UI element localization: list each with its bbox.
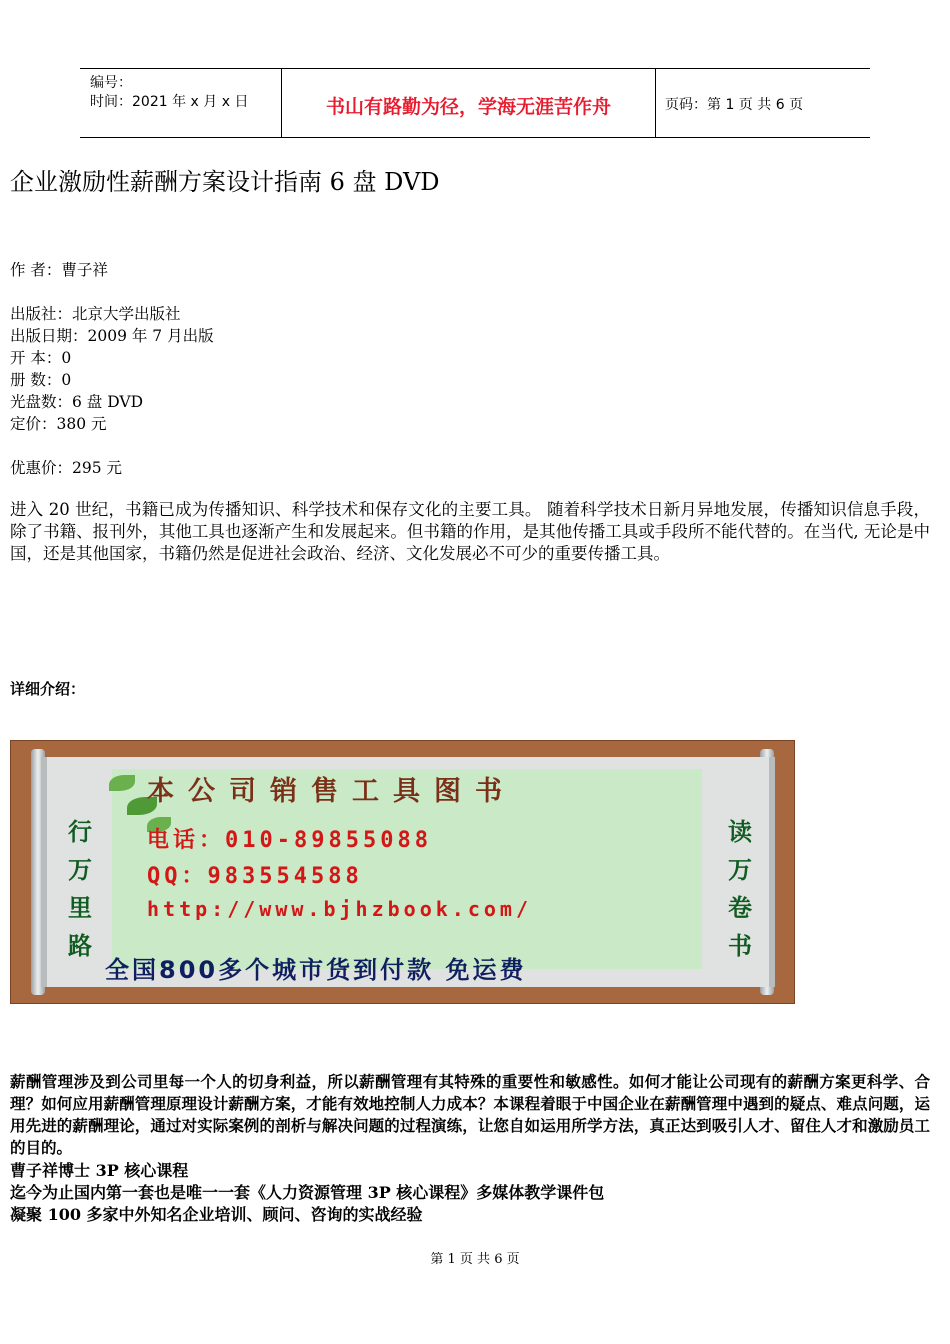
course-line-2: 迄今为止国内第一套也是唯一一套《人力资源管理 3P 核心课程》多媒体教学课件包 — [10, 1183, 605, 1202]
motto: 书山有路勤为径，学海无涯苦作舟 — [325, 96, 611, 118]
intro-paragraph: 进入 20 世纪，书籍已成为传播知识、科学技术和保存文化的主要工具。 随着科学技术日新月异地发展，传播知识信息手段，除了书籍、报刊外，其他工具也逐渐产生和发展起来。但书籍的作用，是其他传播工具或手段所不能代替的。在当代, 无论是中国，还是其他国家，书籍仍然是促进社会政治、经济、文化发展必不可少的重要传播工具。 — [10, 500, 930, 563]
page-header — [80, 68, 870, 138]
header-right-cell — [655, 69, 870, 137]
banner-title: 本公司销售工具图书 — [147, 776, 516, 807]
course-line-3: 凝聚 100 多家中外知名企业培训、顾问、咨询的实战经验 — [10, 1205, 423, 1224]
banner-right-text: 读万卷书 — [728, 817, 752, 960]
document-title: 企业激励性薪酬方案设计指南 6 盘 DVD — [10, 168, 440, 196]
price: 定价：380 元 — [10, 415, 107, 433]
banner-url: http://www.bjhzbook.com/ — [147, 897, 532, 921]
discount-price: 优惠价：295 元 — [10, 459, 123, 477]
publisher: 出版社：北京大学出版社 — [10, 305, 181, 323]
detail-heading: 详细介绍： — [10, 680, 86, 698]
header-left-cell — [80, 69, 281, 137]
page-footer: 第 1 页 共 6 页 — [430, 1252, 520, 1267]
promo-banner — [10, 740, 795, 1004]
volumes: 册 数：0 — [10, 371, 72, 389]
number-label: 编号： — [90, 75, 132, 91]
disc-count: 光盘数：6 盘 DVD — [10, 393, 143, 411]
page-info: 页码：第 1 页 共 6 页 — [665, 97, 804, 113]
scroll-paper — [41, 757, 775, 987]
banner-left-text: 行万里路 — [68, 817, 92, 960]
course-line-1: 曹子祥博士 3P 核心课程 — [10, 1161, 189, 1180]
banner-bottom-text: 全国800多个城市货到付款 免运费 — [105, 956, 527, 984]
time-label: 时间：2021 年 x 月 x 日 — [90, 94, 249, 110]
header-motto-cell — [281, 69, 656, 137]
course-description: 薪酬管理涉及到公司里每一个人的切身利益，所以薪酬管理有其特殊的重要性和敏感性。如何才能让公司现有的薪酬方案更科学、合理？如何应用薪酬管理原理设计薪酬方案，才能有效地控制人力成本？本课程着眼于中国企业在薪酬管理中遇到的疑点、难点问题，运用先进的薪酬理论，通过对实际案例的剖析与解决问题的过程演练，让您自如运用所学方法，真正达到吸引人才、留住人才和激励员工的目的。 — [10, 1073, 930, 1157]
format: 开 本：0 — [10, 349, 72, 367]
banner-qq: QQ：983554588 — [147, 864, 363, 889]
banner-phone: 电话：010-89855088 — [147, 828, 432, 853]
author: 作 者：曹子祥 — [10, 261, 108, 279]
publish-date: 出版日期：2009 年 7 月出版 — [10, 327, 214, 345]
